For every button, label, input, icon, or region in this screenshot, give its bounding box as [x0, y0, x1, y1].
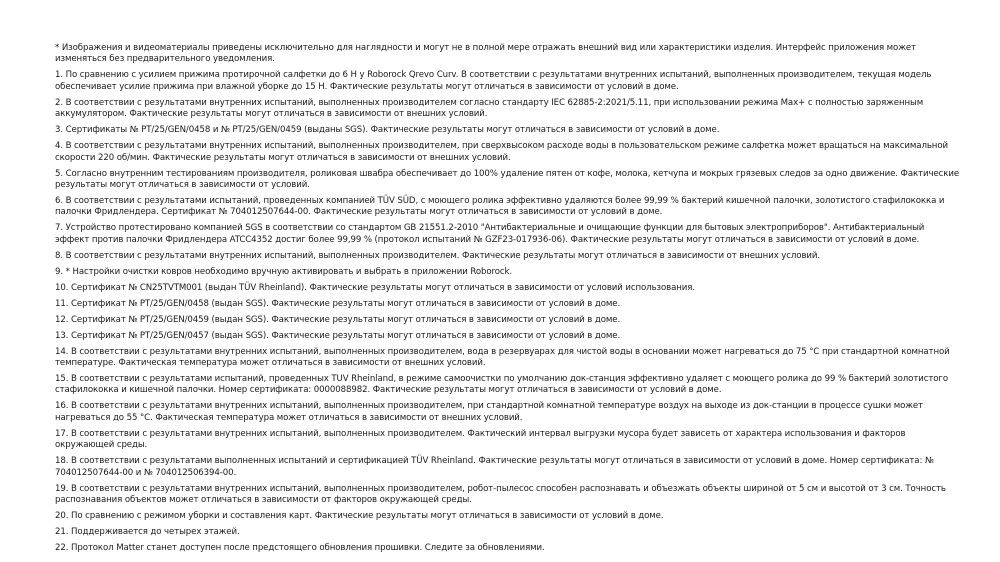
footnote-22: 22. Протокол Matter станет доступен после предстоящего обновления прошивки. Следите за обновлениями. [55, 542, 545, 553]
disclaimer-note: * Изображения и видеоматериалы приведены исключительно для наглядности и могут не в полной мере отражать внешний вид или характеристики изделия. Интерфейс приложения может изменяться без предварительного уведомления. [55, 43, 916, 65]
footnote-17: 17. В соответствии с результатами внутренних испытаний, выполненных производителем. Фактический интервал выгрузки мусора будет зависеть от характера использования и факторов окружающей среды. [55, 428, 906, 451]
footnote-4: 4. В соответствии с результатами внутренних испытаний, выполненных производителем, при сверхвысоком расходе воды в пользовательском режиме салфетка может вращаться на максимальной скорости 220 об/мин. Фактические результаты могут отличаться в зависимости от внешних условий. [55, 141, 948, 163]
footnote-15: 15. В соответствии с результатами испытаний, проведенных TUV Rheinland, в режиме самоочистки по умолчанию док-станция эффективно удаляет с моющего ролика до 99 % бактерий золотистого стафилококка и кишечной палочки. Номер сертификата: 0000088982. Фактические результаты могут отличаться в зависимости от условий в доме. [55, 373, 948, 396]
footnote-12: 12. Сертификат № PT/25/GEN/0459 (выдан SGS). Фактические результаты могут отличаться в зависимости от условий в доме. [55, 314, 621, 325]
footnotes-list [55, 43, 960, 559]
footnote-13: 13. Сертификат № PT/25/GEN/0457 (выдан SGS). Фактические результаты могут отличаться в зависимости от условий в доме. [55, 330, 621, 341]
footnote-19: 19. В соответствии с результатами внутренних испытаний, выполненных производителем, робот-пылесос способен распознавать и объезжать объекты шириной от 5 см и высотой от 3 см. Точность распознавания объектов может отличаться в зависимости от факторов окружающей среды. [55, 483, 946, 505]
footnote-5: 5. Согласно внутренним тестированиям производителя, роликовая швабра обеспечивает до 100% удаление пятен от кофе, молока, кетчупа и мокрых грязевых следов за одно движение. Фактические результаты могут отличаться в зависимости от условий. [55, 168, 960, 191]
footnote-16: 16. В соответствии с результатами внутренних испытаний, выполненных производителем, при стандартной комнатной температуре воздух на выходе из док-станции в процессе сушки может нагреваться до 55 °C. Фактическая температура может отличаться в зависимости от внешних условий. [55, 401, 923, 423]
footnote-21: 21. Поддерживается до четырех этажей. [55, 526, 240, 537]
footnote-18: 18. В соответствии с результатами выполненных испытаний и сертификацией TÜV Rheinland. Фактические результаты могут отличаться в зависимости от условий в доме. Номер сертификата: № 704012507644-00 и № 704012506394-00. [55, 456, 934, 478]
footnote-8: 8. В соответствии с результатами внутренних испытаний, выполненных производителем. Фактические результаты могут отличаться в зависимости от внешних условий. [55, 250, 821, 261]
footnote-11: 11. Сертификат № PT/25/GEN/0458 (выдан SGS). Фактические результаты могут отличаться в зависимости от условий в доме. [55, 298, 621, 309]
footnote-14: 14. В соответствии с результатами внутренних испытаний, выполненных производителем, вода в резервуарах для чистой воды в основании может нагреваться до 75 °C при стандартной комнатной температуре. Фактическая температура может отличаться в зависимости от внешних условий. [55, 346, 950, 368]
footnote-2: 2. В соответствии с результатами внутренних испытаний, выполненных производителем согласно стандарту IEC 62885-2:2021/5.11, при использовании режима Max+ с полностью заряженным аккумулятором. Фактические результаты могут отличаться в зависимости от внешних условий. [55, 97, 924, 120]
footnote-6: 6. В соответствии с результатами испытаний, проведенных компанией TÜV SÜD, с моющего ролика эффективно удаляются более 99,99 % бактерий кишечной палочки, золотистого стафилококка и палочки Фридлендера. Сертификат № 704012507644-00. Фактические результаты могут отличаться в зависимости от условий в доме. [55, 195, 945, 218]
footnote-20: 20. По сравнению с режимом уборки и составления карт. Фактические результаты могут отличаться в зависимости от условий в доме. [55, 510, 664, 521]
footnote-1: 1. По сравнению с усилием прижима протирочной салфетки до 6 Н у Roborock Qrevo Curv. В соответствии с результатами внутренних испытаний, выполненных производителем, текущая модель обеспечивает усилие прижима при влажной уборке до 15 Н. Фактические результаты могут отличаться в зависимости от условий в доме. [55, 70, 932, 92]
footnote-3: 3. Сертификаты № PT/25/GEN/0458 и № PT/25/GEN/0459 (выданы SGS). Фактические результаты могут отличаться в зависимости от условий в доме. [55, 125, 720, 136]
footnote-10: 10. Сертификат № CN25TVTM001 (выдан TÜV Rheinland). Фактические результаты могут отличаться в зависимости от условий использования. [55, 282, 695, 293]
footnote-7: 7. Устройство протестировано компанией SGS в соответствии со стандартом GB 21551.2-2010 "Антибактериальные и очищающие функции для бытовых электроприборов". Антибактериальный эффект против палочки Фридлендера ATCC4352 достиг более 99,99 % (протокол испытаний № GZF23-017936-06). Фактические результаты могут отличаться в зависимости от условий в доме. [55, 223, 925, 245]
footnote-9: 9. * Настройки очистки ковров необходимо вручную активировать и выбрать в приложении Roborock. [55, 266, 513, 277]
